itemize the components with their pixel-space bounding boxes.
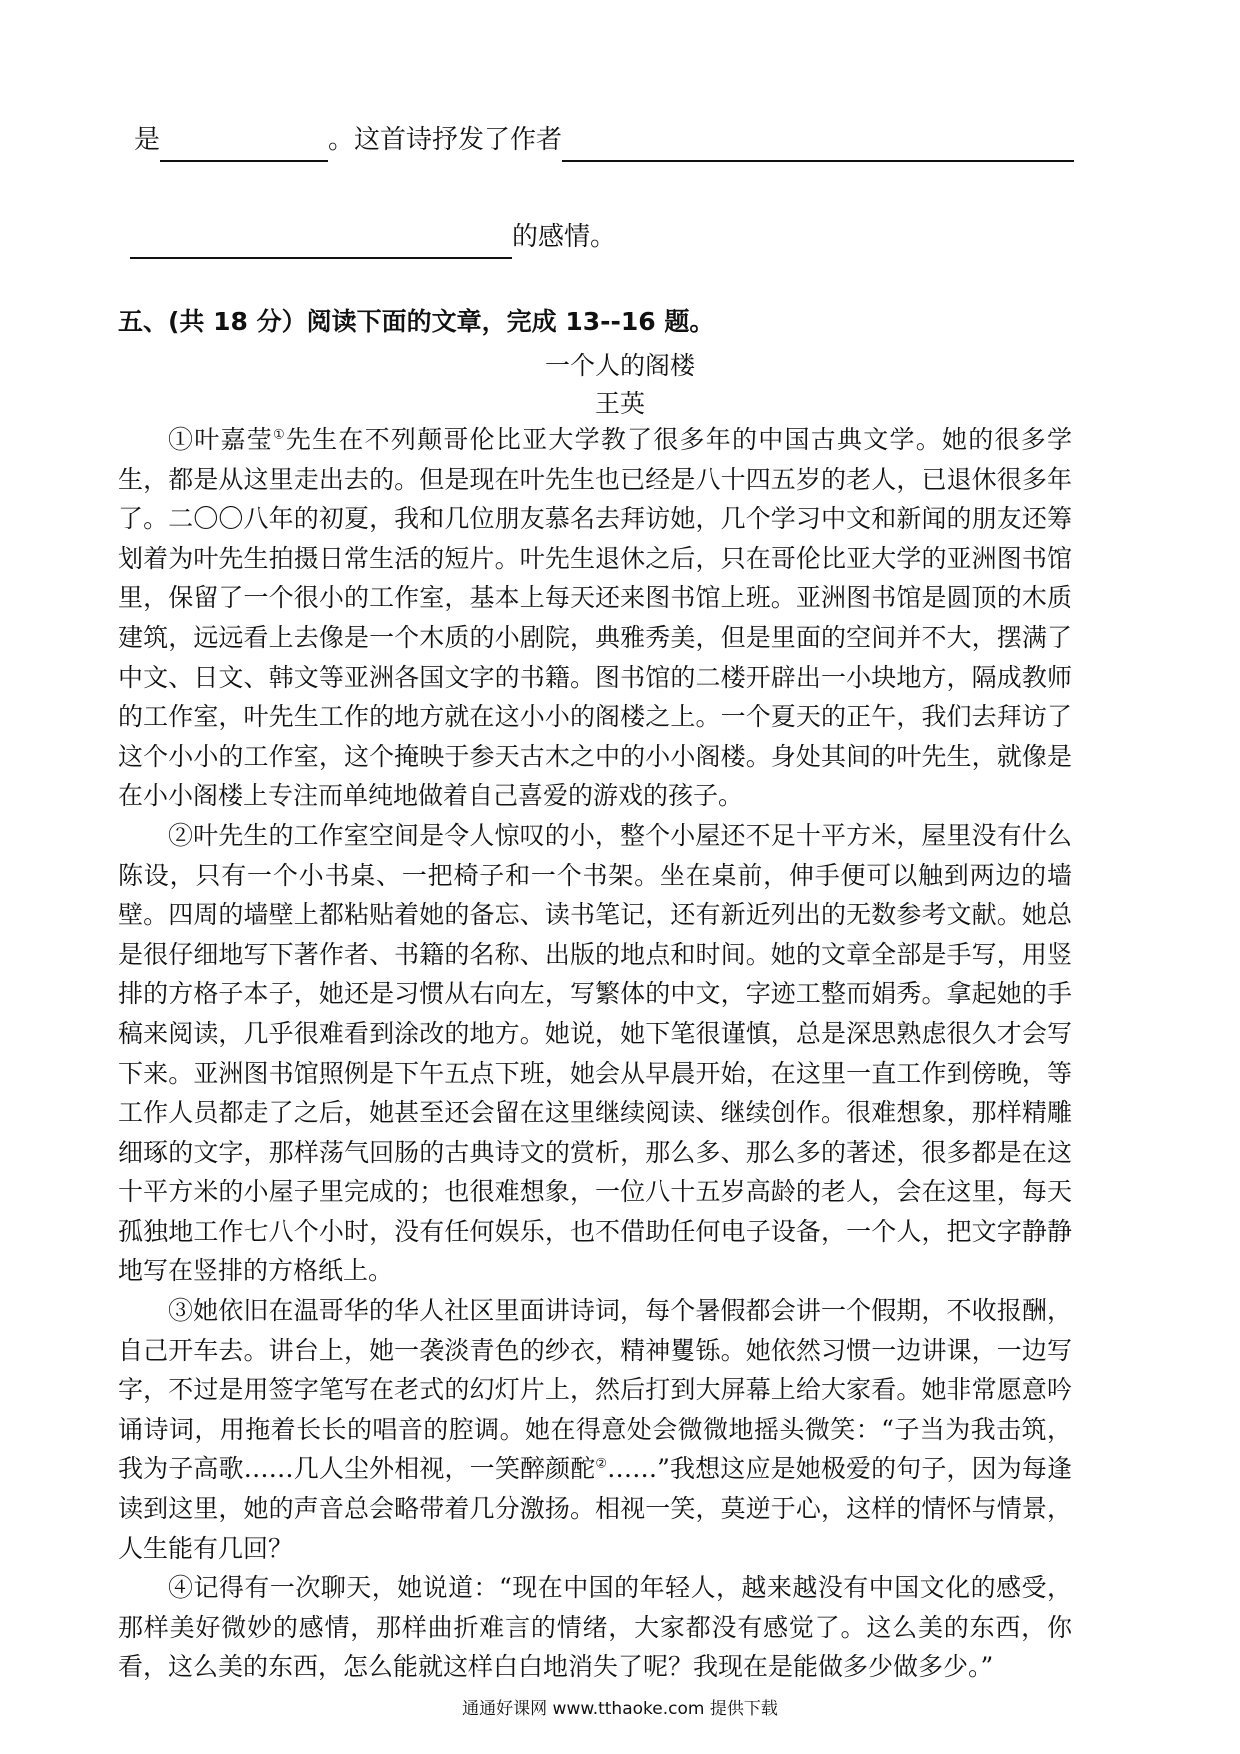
paragraph-3 bbox=[118, 1291, 1072, 1568]
fill-in-suffix: 的感情。 bbox=[512, 222, 617, 252]
paragraph-3-text-a: ③她依旧在温哥华的华人社区里面讲诗词，每个暑假都会讲一个假期，不收报酬，自己开车去。讲台上，她一袭淡青色的纱衣，精神矍铄。她依然习惯一边讲课，一边写字，不过是用签字笔写在老式的幻灯片上，然后打到大屏幕上给大家看。她非常愿意吟诵诗词，用拖着长长的唱音的腔调。她在得意处会微微地摇头微笑：“子当为我击筑，我为子高歌……几人尘外相视，一笑醉颜酡 bbox=[118, 1296, 1072, 1484]
article-title: 一个人的阁楼 bbox=[544, 351, 695, 380]
paragraph-1-text: 先生在不列颠哥伦比亚大学教了很多年的中国古典文学。她的很多学生，都是从这里走出去的。但是现在叶先生也已经是八十四五岁的老人，已退休很多年了。二〇〇八年的初夏，我和几位朋友慕名去拜访她，几个学习中文和新闻的朋友还筹划着为叶先生拍摄日常生活的短片。叶先生退休之后，只在哥伦比亚大学的亚洲图书馆里，保留了一个很小的工作室，基本上每天还来图书馆上班。亚洲图书馆是圆顶的木质建筑，远远看上去像是一个木质的小剧院，典雅秀美，但是里面的空间并不大，摆满了中文、日文、韩文等亚洲各国文字的书籍。图书馆的二楼开辟出一小块地方，隔成教师的工作室，叶先生工作的地方就在这小小的阁楼之上。一个夏天的正午，我们去拜访了这个小小的工作室，这个掩映于参天古木之中的小小阁楼。身处其间的叶先生，就像是在小小阁楼上专注而单纯地做着自己喜爱的游戏的孩子。 bbox=[118, 425, 1072, 811]
page-footer: 通通好课网 www.tthaoke.com 提供下载 bbox=[462, 1699, 778, 1719]
fill-in-line-1 bbox=[134, 118, 1068, 162]
footnote-ref-1: ① bbox=[272, 427, 286, 443]
footnote-ref-2: ② bbox=[595, 1457, 608, 1473]
paragraph-4: ④记得有一次聊天，她说道：“现在中国的年轻人，越来越没有中国文化的感受，那样美好微妙的感情，那样曲折难言的情绪，大家都没有感觉了。这么美的东西，你看，这么美的东西，怎么能就这样白白地消失了呢？我现在是能做多少做多少。” bbox=[118, 1573, 1072, 1682]
paragraph-3-text-b: ……”我想这应是她极爱的句子，因为每逢读到这里，她的声音总会略带着几分激扬。相视一笑，莫逆于心，这样的情怀与情景，人生能有几回？ bbox=[118, 1454, 1072, 1563]
section-heading: 五、(共 18 分）阅读下面的文章，完成 13--16 题。 bbox=[118, 307, 715, 336]
paragraph-1 bbox=[118, 420, 1072, 816]
answer-blank-2[interactable] bbox=[562, 126, 1074, 162]
article-author: 王英 bbox=[594, 389, 645, 418]
fill-in-middle-text: 。这首诗抒发了作者 bbox=[328, 125, 563, 155]
fill-in-prefix: 是 bbox=[134, 125, 161, 155]
fill-in-line-2 bbox=[130, 215, 830, 259]
paragraph-1-lead: ①叶嘉莹 bbox=[168, 425, 273, 454]
answer-blank-3[interactable] bbox=[130, 223, 512, 259]
answer-blank-1[interactable] bbox=[160, 126, 328, 162]
article-body bbox=[118, 420, 1072, 1687]
paragraph-2: ②叶先生的工作室空间是令人惊叹的小，整个小屋还不足十平方米，屋里没有什么陈设，只有一个小书桌、一把椅子和一个书架。坐在桌前，伸手便可以触到两边的墙壁。四周的墙壁上都粘贴着她的备忘、读书笔记，还有新近列出的无数参考文献。她总是很仔细地写下著作者、书籍的名称、出版的地点和时间。她的文章全部是手写，用竖排的方格子本子，她还是习惯从右向左，写繁体的中文，字迹工整而娟秀。拿起她的手稿来阅读，几乎很难看到涂改的地方。她说，她下笔很谨慎，总是深思熟虑很久才会写下来。亚洲图书馆照例是下午五点下班，她会从早晨开始，在这里一直工作到傍晚，等工作人员都走了之后，她甚至还会留在这里继续阅读、继续创作。很难想象，那样精雕细琢的文字，那样荡气回肠的古典诗文的赏析，那么多、那么多的著述，很多都是在这十平方米的小屋子里完成的；也很难想象，一位八十五岁高龄的老人，会在这里，每天孤独地工作七八个小时，没有任何娱乐，也不借助任何电子设备，一个人，把文字静静地写在竖排的方格纸上。 bbox=[118, 820, 1072, 1286]
